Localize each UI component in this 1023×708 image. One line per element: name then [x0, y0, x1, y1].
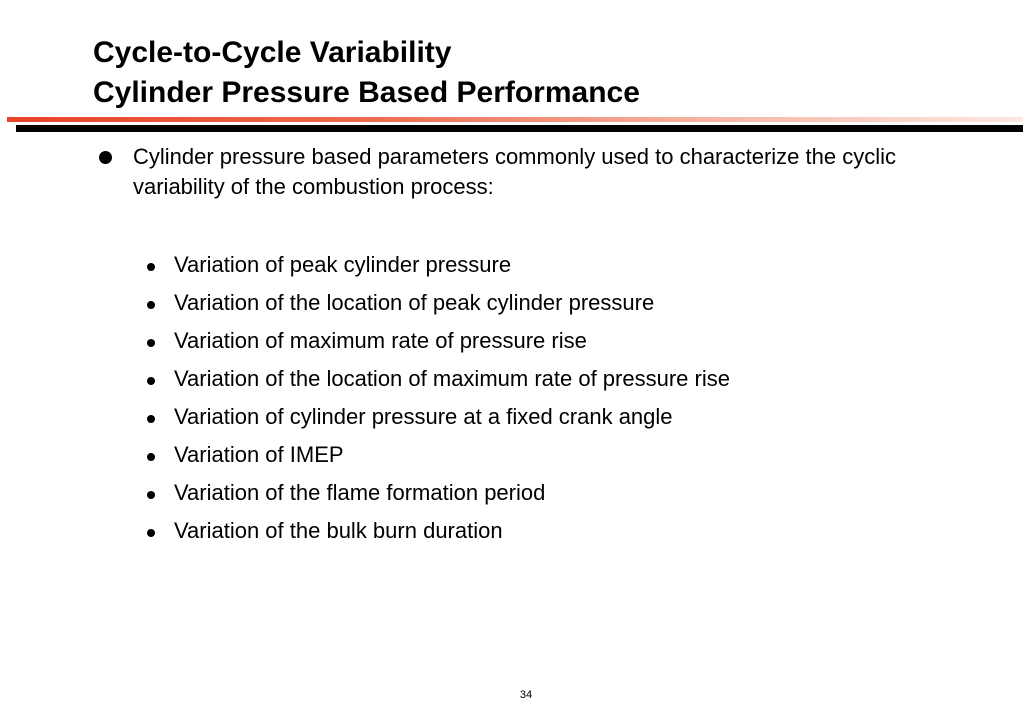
sub-bullet-dot-icon — [147, 339, 155, 347]
sub-bullet-dot-icon — [147, 263, 155, 271]
title-line-2: Cylinder Pressure Based Performance — [93, 76, 640, 109]
page-number: 34 — [519, 689, 533, 701]
sub-bullet-dot-icon — [147, 301, 155, 309]
sub-bullet-dot-icon — [147, 377, 155, 385]
title-line-1: Cycle-to-Cycle Variability — [93, 36, 452, 69]
sub-bullet-dot-icon — [147, 491, 155, 499]
sub-bullet-dot-icon — [147, 415, 155, 423]
bullet-dot-icon — [99, 151, 112, 164]
sub-bullet-text: Variation of the bulk burn duration — [174, 518, 503, 543]
sub-bullet-text: Variation of peak cylinder pressure — [174, 252, 512, 277]
main-bullet-text: Cylinder pressure based parameters commonly used to characterize the cyclic variability of the combustion process: — [133, 144, 896, 199]
sub-bullet-dot-icon — [147, 529, 155, 537]
sub-bullet-text: Variation of maximum rate of pressure rise — [174, 328, 587, 353]
sub-bullet-dot-icon — [147, 453, 155, 461]
sub-bullet-text: Variation of the flame formation period — [174, 480, 546, 505]
sub-bullet-text: Variation of IMEP — [174, 442, 344, 467]
sub-bullet-text: Variation of the location of peak cylinder pressure — [174, 290, 655, 315]
sub-bullet-text: Variation of the location of maximum rate of pressure rise — [174, 366, 730, 391]
slide-title — [93, 33, 640, 113]
heavy-rule — [16, 125, 1023, 132]
sub-bullet-text: Variation of cylinder pressure at a fixed crank angle — [174, 404, 673, 429]
accent-rule — [7, 117, 1023, 122]
